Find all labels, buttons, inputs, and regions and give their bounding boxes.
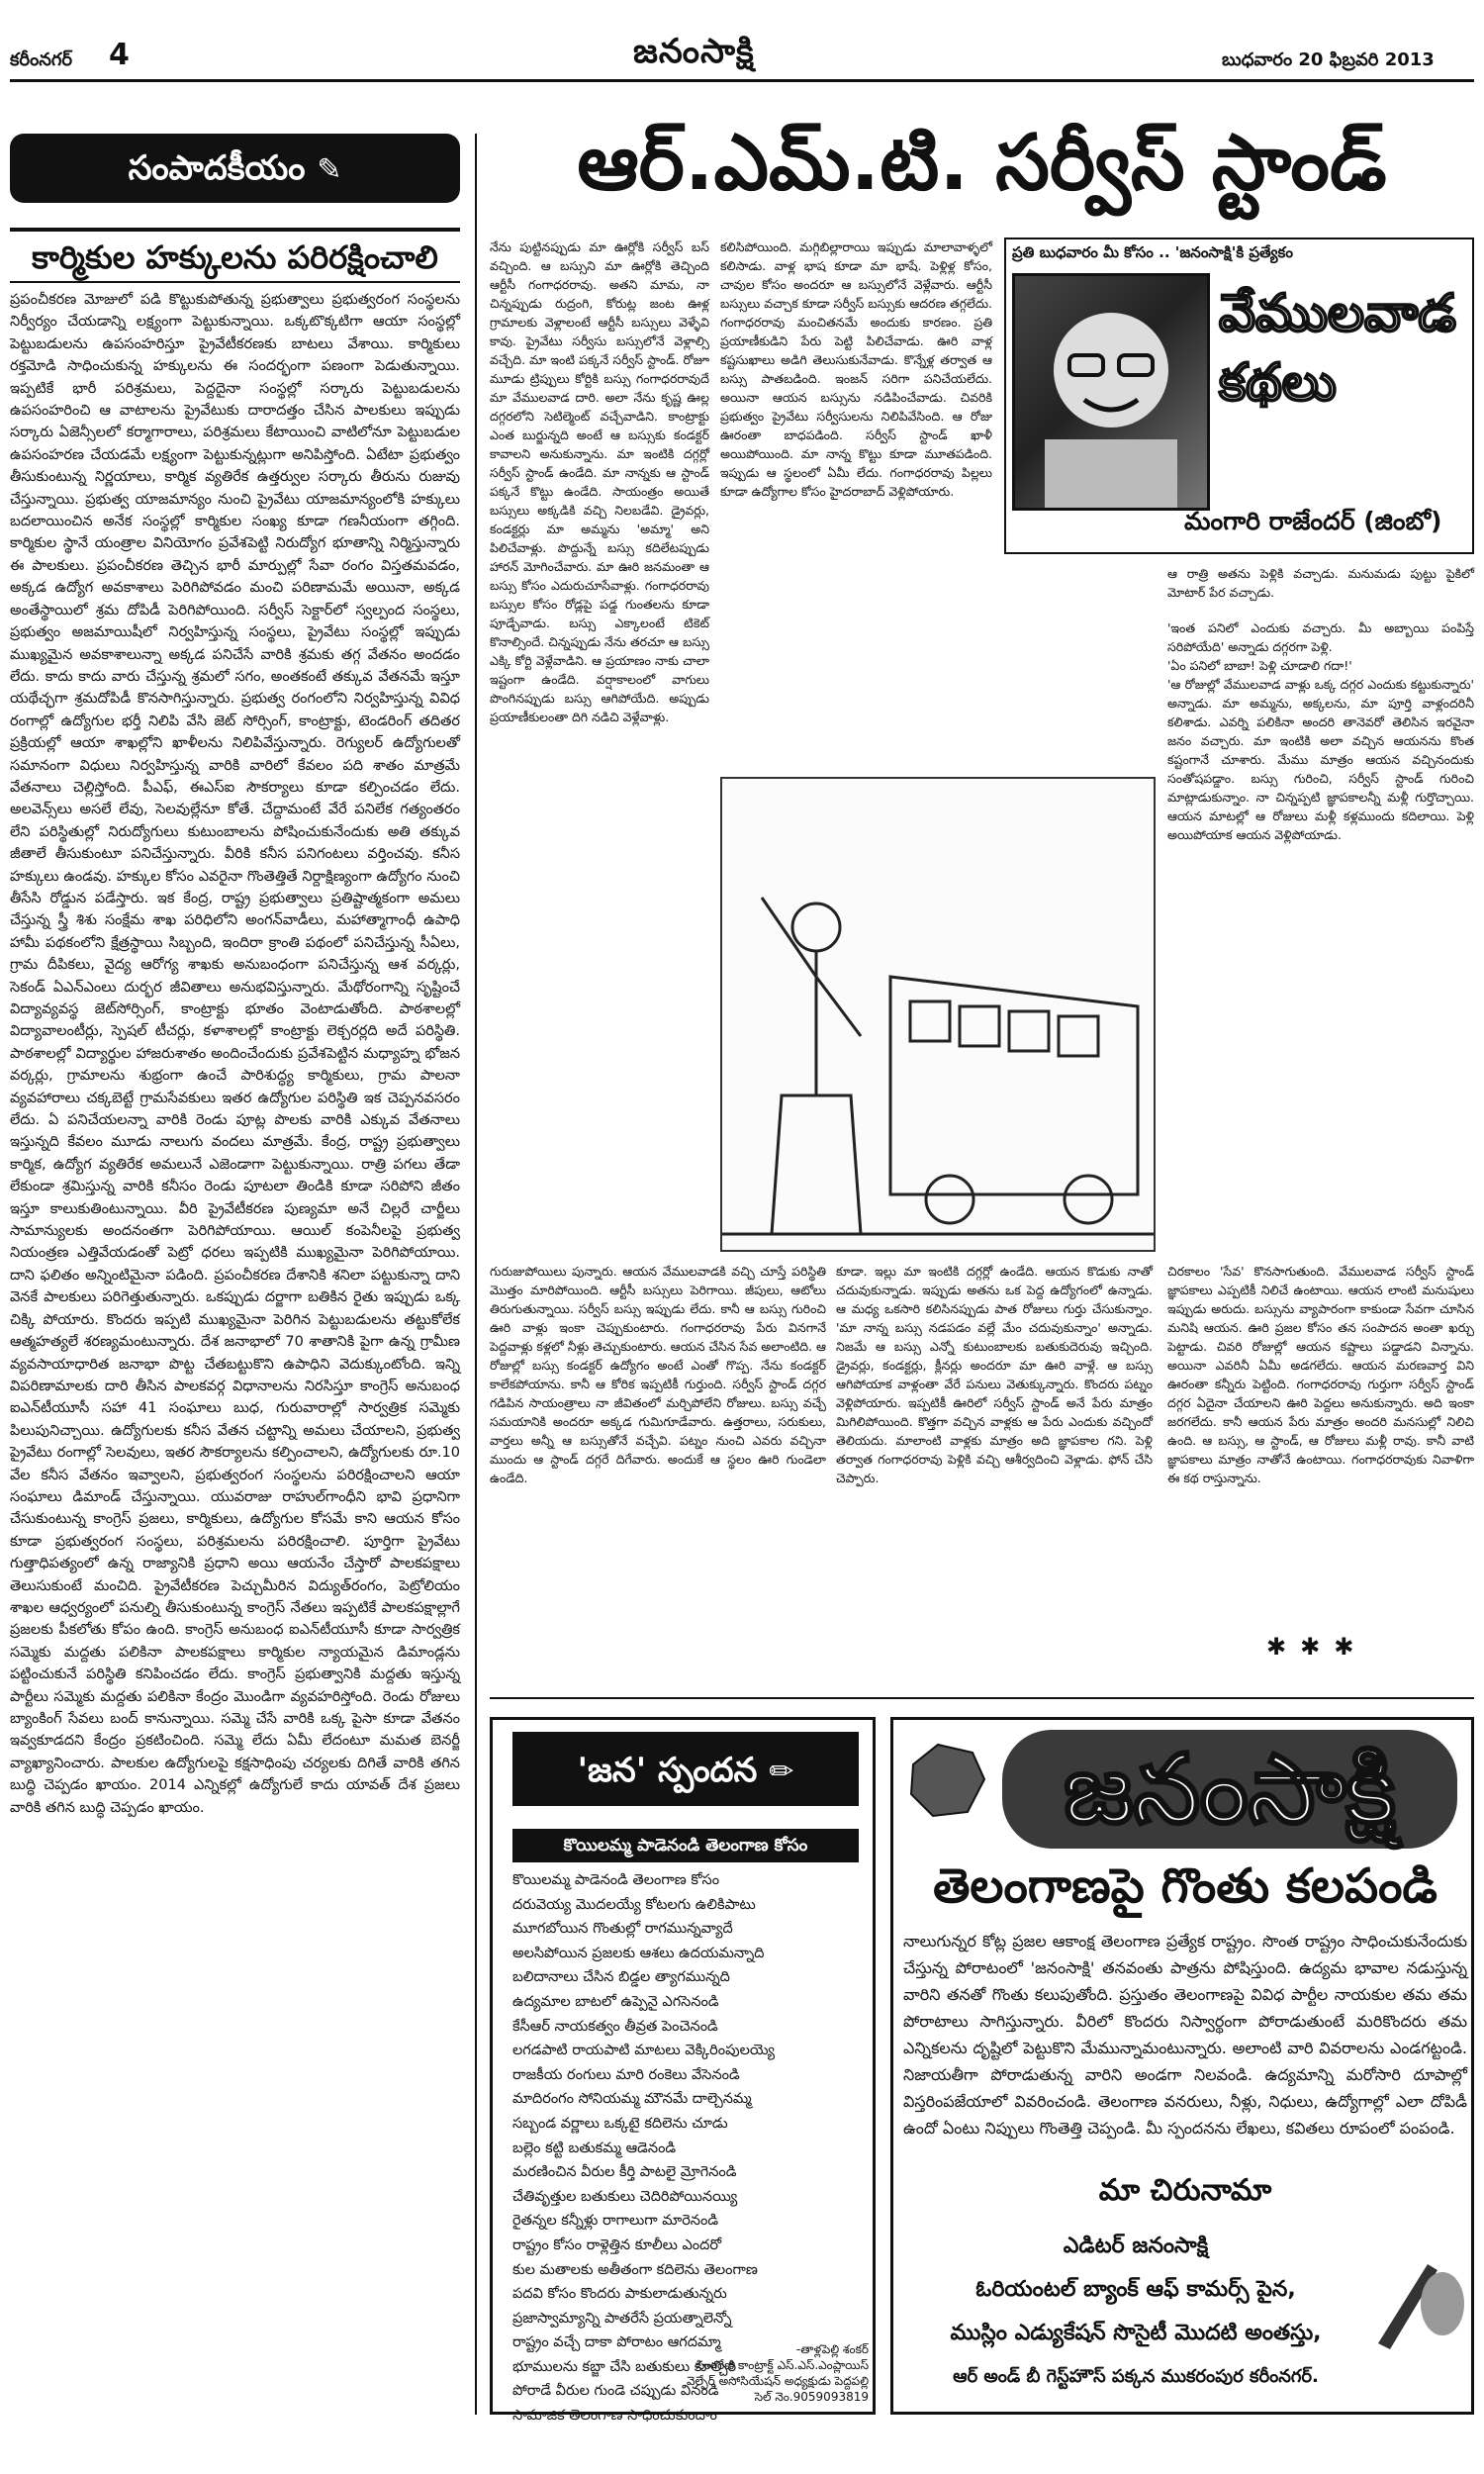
- author-name: -తాళ్లపెల్లి శంకర్: [795, 2342, 869, 2356]
- poem-line: భూములను కబ్జా చేసి బతుకులు కూల్చిరి: [512, 2358, 737, 2375]
- series-box: [1004, 238, 1474, 554]
- folio-edition: కరీంనగర్: [10, 49, 72, 70]
- story-col3-top: ఆ రాత్రి అతను పెళ్లికి వచ్చాడు. మనుమడు పుట్టు పైకిలో మోటార్ పేర వచ్చాడు.: [1167, 566, 1474, 600]
- pen-icon: ✎: [317, 152, 342, 187]
- jana-spandana-box: [490, 1717, 876, 2425]
- poem-line: రాజకీయ రంగులు మారి రంకెలు వేసెనండి: [512, 2066, 740, 2083]
- poem-signature: [552, 2341, 869, 2405]
- series-title: వేములవాడ కథలు: [1219, 284, 1456, 413]
- poem-line: రైతన్నల కన్నీళ్లు రాగాలుగా మారెనండి: [512, 2213, 719, 2230]
- address-line-4: ఆర్ అండ్ బీ గెస్ట్‌హౌస్ పక్కన ముకరంపుర కరీంనగర్.: [953, 2366, 1319, 2387]
- editorial-text: ప్రపంచీకరణ మోజులో పడి కొట్టుకుపోతున్న ప్రభుత్వాలు ప్రభుత్వరంగ సంస్థలను నిర్వీర్యం చేయడాన్ని లక్ష్యంగా పెట్టుకున్నాయి. ఒక్కటొక్కటిగా ఆయా సంస్థల్లో పెట్టుబడులను ఉపసంహరిస్తూ ప్రైవేటీకరణకు బాటలు వేశాయి. కార్మికులు రక్తమోడి సాధించుకున్న హక్కులను ఈ సందర్భంగా పణంగా పెడుతున్నాయి. ఇప్పటికే భారీ పరిశ్రమలు, పెద్దదైనా సంస్థల్లో సర్కారు పెట్టుబడులను ఉపసంహరించి ఆ వాటాలను ప్రైవేటుకు దారాదత్తం చేసిన పాలకులు ఇప్పుడు సర్కారు ఏజెన్సీలలో కర్మాగారాలు, పరిశ్రమలు కేటాయించి వాటిలోనూ పెట్టుబడుల ఉపసంహరణ చేయడమే లక్ష్యంగా పెట్టుకున్నట్లుగా అనిపిస్తోంది. ఏటేటా ప్రభుత్వం తీసుకుంటున్న నిర్ణయాలు, కార్మిక వ్యతిరేక ఉత్తర్వుల సర్కారు తీరును రుజువు చేస్తున్నాయి. ప్రభుత్వ యాజమాన్యం నుంచి ప్రైవేటు యాజమాన్యంలోకి హక్కులు బదలాయించిన అనేక సంస్థల్లో కార్మికుల సంఖ్య కూడా గణనీయంగా తగ్గింది. కార్మికుల స్థానే యంత్రాల వినియోగం ప్రవేశపెట్టి నిరుద్యోగ భూతాన్ని నిర్మిస్తున్నారు ఈ పాలకులు. ప్రపంచీకరణ తెచ్చిన భారీ మార్పుల్లో సేవా రంగం విస్తతమవడం, అక్కడ ఉద్యోగ అవకాశాలు పెరిగిపోవడం మంచి పరిణామమే అయినా, అక్కడ అంతేస్థాయిలో శ్రమ దోపిడీ పెరిగిపోయింది. సర్వీస్ సెక్టార్‌లో స్వల్పంద సంస్థలు, ప్రభుత్వం అజమాయిషీలో నిర్వహిస్తున్న సంస్థలు, ప్రైవేటు సంస్థల్లో ఇప్పుడు ముఖ్యమైన అవకాశాలున్నా అక్కడ పనిచేసే వారికి శ్రమకు తగ్గ వేతనం అందడం లేదు. కాదు కాదు వారు చేస్తున్న శ్రమలో సగం, అంతకంటే తక్కువ వేతనమే ఇస్తూ యథేచ్ఛగా శ్రమదోపిడీ కొనసాగిస్తున్నారు. ప్రభుత్వ రంగంలోని నిర్వహిస్తున్న వివిధ రంగాల్లో ఉద్యోగుల భర్తీ నిలిపి వేసి జెట్ సోర్సింగ్, కాంట్రాక్టు, టెండరింగ్ తదితర ప్రక్రియల్లో ఆయా శాఖల్లోని ఖాళీలను నిలిపివేస్తున్నారు. రెగ్యులర్ ఉద్యోగులతో సమానంగా విధులు నిర్వహిస్తున్న వారికి వారిలో కేవలం పది శాతం మాత్రమే వేతనాలు చెల్లిస్తోంది. పీఎఫ్, ఈఎస్ఐ సౌకర్యాలు కూడా కల్పించడం లేదు. అలవెన్స్‌లు అసలే లేవు, సెలవుల్లేనూ కోతే. చేద్దామంటే వేరే పనిలేక గత్యంతరం లేని పరిస్థితుల్లో నిరుద్యోగులు కుటుంబాలను పోషించుకునేందుకు అతి తక్కువ జీతాలే తీసుకుంటూ పనిచేస్తున్నారు. వీరికి కనీస పనిగంటలు వర్తించవు. కనీస హక్కులు ఉండవు. హక్కుల కోసం ఎవరైనా గొంతెత్తితే నిర్దాక్షిణ్యంగా ఉద్యోగం నుంచి తీసేసి రోడ్డున పడేస్తారు. ఇక కేంద్ర, రాష్ట్ర ప్రభుత్వాలు ప్రతిష్టాత్మకంగా అమలు చేస్తున్న స్త్రీ శిశు సంక్షేమ శాఖ పరిధిలోని అంగన్‌వాడీలు, మహాత్మాగాంధీ ఉపాధి హామీ పథకంలోని క్షేత్రస్థాయి సిబ్బంది, ఇందిరా క్రాంతి పథంలో పనిచేస్తున్న సీఏలు, గ్రామ దీపికలు, వైద్య ఆరోగ్య శాఖకు అనుబంధంగా పనిచేస్తున్న ఆశ వర్కర్లు, సెకండ్ ఏఎన్ఎంలు దుర్భర జీవితాలు అనుభవిస్తున్నారు. మేథోరంగాన్ని సృష్టించే విద్యావ్యవస్థ జెట్‌సోర్సింగ్, కాంట్రాక్టు భూతం వెంటాడుతోంది. పాఠశాలల్లో విద్యావాలంటీర్లు, స్పెషల్ టీచర్లు, కళాశాలల్లో కాంట్రాక్టు లెక్చరర్లది అదే పరిస్థితి. పాఠశాలల్లో విద్యార్థుల హాజరుశాతం అందించేందుకు ప్రవేశపెట్టిన మధ్యాహ్న భోజన వర్కర్లు, గ్రామాలను శుభ్రంగా ఉంచే పారిశుద్ధ్య కార్మికులు, గ్రామ పాలనా వ్యవహారాలు చక్కబెట్టే గ్రామసేవకులు ఇతర ఉద్యోగుల పరిస్థితి ఇక చెప్పనవసరం లేదు. ఏ పనిచేయలన్నా వారికి రెండు పూట్ల పొలకు వారికి ఎక్కువ వేతనాలు ఇస్తున్నది కేవలం మూడు నాలుగు వందలు మాత్రమే. కేంద్ర, రాష్ట్ర ప్రభుత్వాలు కార్మిక, ఉద్యోగ వ్యతిరేక అమలునే ఎజెండాగా పెట్టుకున్నాయి. రాత్రి పగలు తేడా లేకుండా శ్రమిస్తున్న వారికి కనీసం రెండు పూటలా తిండికి కూడా సరిపోని జీతం ఇస్తూ కాలుకుతింటున్నాయి. వీరి ప్రైవేటీకరణ పుణ్యమా అనే చిల్లరే చార్జీలు సామాన్యులకు అందనంతగా పెరిగిపోయాయి. ఆయిల్ కంపెనీలపై ప్రభుత్వ నియంత్రణ ఎత్తివేయడంతో పెట్రో ధరలు ఇప్పటికి ముఖ్యమైనా పెరిగిపోయాయి. దాని ఫలితం అన్నింటిమైనా పడింది. ప్రపంచీకరణ దేశానికి శనిలా పట్టుకున్నా దాని వెనకే పాలకులు పరిగెత్తుతున్నారు. ఒకప్పుడు దర్జాగా బతికిన రైతు ఇప్పుడు ఒక్క చిక్కి పోయారు. కొందరు ఇప్పటి ముఖ్యమైనా పెరిగిన పెట్టుబడులను తట్టుకోలేక ఆత్మహత్యలే శరణ్యమంటున్నారు. దేశ జనాభాలో 70 శాతానికి పైగా ఉన్న గ్రామీణ వ్యవసాయాధారిత జనాభా పొట్ట చేతబట్టుకొని ఉపాధిని వెదుక్కుంటోంది. ఇన్ని విపరిణామాలకు దారి తీసిన పాలకవర్గ విధానాలను నిరసిస్తూ కాంగ్రెస్ అనుబంధ ఐఎన్‌టీయూసీ సహా 41 సంఘాలు బుధ, గురువారాల్లో సార్వత్రిక సమ్మెకు పిలుపునిచ్చాయి. ఉద్యోగులకు కనీస వేతన చట్టాన్ని అమలు చేయాలని, ప్రభుత్వ ప్రైవేటు రంగాల్లో సెలవులు, ఇతర సౌకర్యాలను కల్పించాలని, ఉద్యోగులకు రూ.10 వేల కనీస వేతనం ఇవ్వాలని, ప్రభుత్వరంగ సంస్థలను పరిరక్షించాలని ఆయా సంఘాలు డిమాండ్ చేస్తున్నాయి. యువరాజు రాహుల్‌గాంధీని భావి ప్రధానిగా చేసుకుంటున్న కాంగ్రెస్ ప్రజలు, కార్మికులు, ఉద్యోగుల కోసమే కాని ఆయన కోసం కూడా ప్రభుత్వరంగ సంస్థలు, పరిశ్రమలను పరిరక్షించాలి. పూర్తిగా ప్రైవేటు గుత్తాధిపత్యంలో ఉన్న రాజ్యానికి ప్రధాని అయి ఆయనేం చేస్తారో పాలకపక్షాలు తెలుసుకుంటే మంచిది. ప్రైవేటీకరణ పెచ్చుమీరిన విద్యుత్‌రంగం, పెట్రోలియం శాఖల ఆధ్వర్యంలో పనుల్ని తీసుకుంటున్న కాంగ్రెస్ నేతలు ఇప్పటికే పాలకపక్షాల్లాగే ప్రజలకు పీకలోతు కోపం ఉంది. కాంగ్రెస్ అనుబంధ ఐఎన్‌టీయూసీ కూడా సార్వత్రిక సమ్మెకు మద్దతు పలికినా పాలకపక్షాలు కార్మికుల న్యాయమైన డిమాండ్లను పట్టించుకునే పరిస్థితి కనిపించడం లేదు. కాంగ్రెస్ ప్రభుత్వానికి మద్దతు ఇస్తున్న పార్టీలు సమ్మెకు మద్దతు పలికినా కేంద్రం మొండిగా వ్యవహరిస్తోంది. రెండు రోజులు బ్యాంకింగ్ సేవలు బంద్ కానున్నాయి. సమ్మె చేసే వారికి ఒక్క పైసా కూడా వేతనం ఇవ్వకూడదని కేంద్రం ప్రకటించింది. సమ్మె లేదు ఏమీ లేదంటూ మమత బెనర్జీ వ్యాఖ్యానించారు. పాలకుల ఉద్యోగులపై కక్షసాధింపు చర్యలకు దిగితే వారికి తగిన బుద్ధి చెప్పడం ఖాయం. 2014 ఎన్నికల్లో ఉద్యోగులే కాదు యావత్ దేశ ప్రజలు వారికి తగిన బుద్ధి చెప్పడం ఖాయం.: [10, 292, 460, 1816]
- address-line-1: ఎడిటర్ జనంసాక్షి: [1063, 2234, 1209, 2258]
- writing-hand-icon: [1368, 2235, 1467, 2353]
- poem-line: సబ్బండ వర్ణాలు ఒక్కటై కదిలెను చూడు: [512, 2115, 728, 2132]
- masthead-logo: జనంసాక్షి: [633, 32, 755, 71]
- poem-line: కుల మతాలకు అతీతంగా కదిలెను తెలంగాణ: [512, 2261, 758, 2278]
- poem-line: దరువెయ్య మొదలయ్యే కోటలగు ఉలికిపాటు: [512, 1896, 756, 1913]
- series-note: ప్రతి బుధవారం మీ కోసం .. 'జనంసాక్షి'కి ప్రత్యేకం: [1012, 243, 1293, 261]
- author-phone: సెల్ నెం.9059093819: [754, 2390, 869, 2404]
- janamsakshi-ad: [890, 1717, 1474, 2415]
- story-author: మంగారి రాజేందర్ (జింబో): [1184, 507, 1442, 535]
- poem-line: బలిదానాలు చేసిన బిడ్డల త్యాగమున్నది: [512, 1969, 730, 1986]
- story-col3-bottom: చిరకాలం 'సేవ' కొనసాగుతుంది. వేములవాడ సర్వీస్ స్టాండ్ జ్ఞాపకాలు ఎప్పటికీ నిలిచే ఉంటాయి. ఆయన లాంటి మనుషులు ఇప్పుడు అరుదు. బస్సును వ్యాపారంగా కాకుండా సేవగా చూసిన మనిషి ఆయన. ఊరి ప్రజల కోసం తన సంపాదన అంతా ఖర్చు పెట్టాడు. చివరి రోజుల్లో ఆయన కష్టాలు పడ్డాడని విన్నాను. అయినా ఎవరినీ ఏమీ అడగలేదు. ఆయన మరణవార్త విని ఊరంతా కన్నీరు పెట్టింది. గంగాధరరావు గుర్తుగా సర్వీస్ స్టాండ్ దగ్గర ఏదైనా చేయాలని ఊరి పెద్దలు అనుకున్నారు. అది ఇంకా జరగలేదు. కానీ ఆయన పేరు మాత్రం అందరి మనసుల్లో నిలిచి ఉంది. ఆ బస్సు, ఆ స్టాండ్, ఆ రోజులు మళ్లీ రావు. కానీ వాటి జ్ఞాపకాలు మాత్రం నాతోనే ఉంటాయి. గంగాధరరావుకు నివాళిగా ఈ కథ రాస్తున్నాను.: [1167, 1264, 1474, 1485]
- address-line-2: ఓరియంటల్ బ్యాంక్ ఆఫ్ కామర్స్ పైన,: [975, 2277, 1296, 2302]
- author-line-3: వెల్ఫేర్ అసోసియేషన్ అధ్యక్షుడు పెద్దపల్లి: [686, 2374, 869, 2388]
- address-block: [903, 2225, 1368, 2399]
- poem-line: ప్రజాస్వామ్యాన్ని పాతరేసే ప్రయత్నాలెన్నో: [512, 2310, 732, 2327]
- poem-line: రాష్ట్రం వచ్చే దాకా పోరాటం ఆగదమ్మా: [512, 2334, 721, 2351]
- story-col1-top: నేను పుట్టినప్పుడు మా ఊర్లోకి సర్వీస్ బస్ వచ్చింది. ఆ బస్సుని మా ఊర్లోకి తెచ్చింది ఆర్టీసీ గంగాధరరావు. అతని మామ, నా చిన్నప్పుడు రుద్రంగి, కోరుట్ల జంట ఊళ్ల గ్రామాలకు వెళ్లాలంటే ఆర్టీసీ బస్సులు వెళ్ళేవి కావు. ప్రైవేటు సర్వీసు బస్సులోనే వెళ్లాల్సి వచ్చేది. మా ఇంటి పక్కనే సర్వీస్ స్టాండ్. రోజూ మూడు ట్రిప్పులు కోర్టికి బస్సు గంగాధరరావుదే మా వేములవాడ దారి. అలా నేను కృష్ణ ఊల్ల దగ్గరలోని సెటిల్మెంట్ వచ్చేవాడిని. కాంట్రాక్టు ఎంత బుర్జున్నది అంటే ఆ బస్సుకు కండక్టర్ కావాలని అనుకున్నాను. మా ఇంటికి దగ్గర్లో సర్వీస్ స్టాండ్ ఉండేది. మా నాన్నకు ఆ స్టాండ్ పక్కనే కొట్టు ఉండేది. సాయంత్రం అయితే బస్సులు అక్కడికి వచ్చి నిలబడేవి. డ్రైవర్లు, కండక్టర్లు మా అమ్మను 'అమ్మా' అని పిలిచేవాళ్లు. పొద్దున్నే బస్సు కదిలేటప్పుడు హారన్ మోగించేవారు. మా ఊరి జనమంతా ఆ బస్సు కోసం ఎదురుచూసేవాళ్లు. గంగాధరరావు బస్సుల కోసం రోడ్లపై పడ్డ గుంతలను కూడా పూడ్చేవాడు. బస్సు ఎక్కాలంటే టికెట్ కొనాల్సిందే. చిన్నప్పుడు నేను తరచూ ఆ బస్సు ఎక్కి కోర్టి వెళ్లేవాడిని. ఆ ప్రయాణం నాకు చాలా ఇష్టంగా ఉండేది. వర్షాకాలంలో వాగులు పొంగినప్పుడు బస్సు ఆగిపోయేది. అప్పుడు ప్రయాణీకులంతా దిగి నడిచి వెళ్లేవాళ్లు.: [490, 239, 709, 724]
- address-line-3: ముస్లిం ఎడ్యుకేషన్ సొసైటీ మొదటి అంతస్తు,: [950, 2321, 1322, 2345]
- poem-line: పదవి కోసం కొందరు పాకులాడుతున్నరు: [512, 2286, 727, 2303]
- poem-line: బల్లెం కట్టి బతుకమ్మ ఆడెనండి: [512, 2140, 677, 2156]
- issue-date: బుధవారం 20 ఫిబ్రవరి 2013: [1222, 49, 1435, 70]
- poem-line: పోరాడే వీరుల గుండె చప్పుడు వినండి: [512, 2383, 719, 2400]
- poem-line: కొయిలమ్మ పాడెనండి తెలంగాణ కోసం: [512, 1872, 720, 1888]
- story-illustration: [720, 777, 1156, 1252]
- bus-stand-sketch: [722, 779, 1154, 1250]
- telangana-map-icon: [903, 1735, 992, 1824]
- poem-line: అలసిపోయిన ప్రజలకు ఆశలు ఉదయమన్నాది: [512, 1945, 765, 1961]
- story-title: ఆర్.ఎమ్.టి. సర్వీస్ స్టాండ్: [577, 119, 1387, 208]
- poem-line: లగడపాటి రాయపాటి మాటలు వెక్కిరింపులయ్యె: [512, 2043, 776, 2059]
- ad-logo: జనంసాక్షి: [1002, 1730, 1457, 1849]
- poem-line: సామాజిక తెలంగాణ సాధించుకుందాం: [512, 2408, 717, 2425]
- poem-line: కేసీఆర్ నాయకత్వం తీవ్రత పెంచెనండి: [512, 2018, 718, 2035]
- author-portrait-svg: [1015, 276, 1207, 508]
- story-col2-bottom: కూడా. ఇల్లు మా ఇంటికి దగ్గర్లో ఉండేది. ఆయన కొడుకు నాతో చదువుకున్నాడు. ఇప్పుడు అతను ఒక పెద్ద ఉద్యోగంలో ఉన్నాడు. ఆ మధ్య ఒకసారి కలిసినప్పుడు పాత రోజులు గుర్తు చేసుకున్నాం. 'మా నాన్న బస్సు నడపడం వల్లే మేం చదువుకున్నాం' అన్నాడు. నిజమే ఆ బస్సు ఎన్నో కుటుంబాలకు బతుకుదెరువు ఇచ్చింది. డ్రైవర్లు, కండక్టర్లు, క్లీనర్లు అందరూ మా ఊరి వాళ్లే. ఆ బస్సు ఆగిపోయాక వాళ్లంతా వేరే పనులు వెతుక్కున్నారు. కొందరు పట్నం వెళ్లిపోయారు. ఇప్పటికీ ఊరిలో సర్వీస్ స్టాండ్ అనే పేరు మాత్రం మిగిలిపోయింది. కొత్తగా వచ్చిన వాళ్లకు ఆ పేరు ఎందుకు వచ్చిందో తెలియదు. మాలాంటి వాళ్లకు మాత్రం అది జ్ఞాపకాల గని. పెళ్లి తర్వాత గంగాధరరావు పెళ్లికి వచ్చి ఆశీర్వదించి వెళ్లాడు. ఫోన్ చేసి చెప్పారు.: [836, 1264, 1153, 1485]
- story-col3-b: 'ఇంత పనిలో ఎందుకు వచ్చారు. మీ అబ్బాయి పంపిస్తే సరిపోయేది' అన్నాడు దగ్గరగా పెళ్లి. 'ఏం పనిలో బాబా! పెళ్లి చూడాలి గదా!' 'ఆ రోజుల్లో వేములవాడ వాళ్లు ఒక్క దగ్గర ఎందుకు కట్టుకున్నారు' అన్నాడు. మా అమ్మను, అక్కలను, మా పూర్తి వాళ్లందరినీ కలిశాడు. ఎవర్ని పలికినా అందరి తానెవరో తెలిసిన ఇరవైనా జనం వచ్చారు. మా ఇంటికి అలా వచ్చిన ఆయనను కొంత కష్టంగానే చూశారు. మేము మాత్రం ఆయన వచ్చినందుకు సంతోషపడ్డాం. బస్సు గురించి, సర్వీస్ స్టాండ్ గురించి మాట్లాడుకున్నాం. నా చిన్నప్పటి జ్ఞాపకాలన్నీ మళ్లీ గుర్తొచ్చాయి. ఆయన మాటల్లో ఆ రోజులు మళ్లీ కళ్లముందు కదిలాయి. పెళ్లి అయిపోయాక ఆయన వెళ్లిపోయాడు.: [1167, 620, 1474, 842]
- page-number: 4: [109, 38, 130, 72]
- ad-tagline: తెలంగాణపై గొంతు కలపండి: [933, 1858, 1438, 1914]
- header-rule: [10, 79, 1474, 82]
- ad-body: నాలుగున్నర కోట్ల ప్రజల ఆకాంక్ష తెలంగాణ ప్రత్యేక రాష్ట్రం. సొంత రాష్ట్రం సాధించుకునేందుకు చేస్తున్న పోరాటంలో 'జనంసాక్షి' తనవంతు పాత్రను పోషిస్తుంది. ఉద్యమ భావాల నడుస్తున్న వారిని తనతో గొంతు కలుపుతోంది. ప్రస్తుతం తెలంగాణపై వివిధ పార్టీల నాయకుల తమ తమ పోరాటాలు సాగిస్తున్నారు. వీరిలో కొందరు నిస్వార్థంగా పోరాడుతుంటే మరికొందరు తమ ఎన్నికలను దృష్టిలో పెట్టుకొని మేమున్నామంటున్నారు. అలాంటి వారి వివరాలను ఎండగట్టండి. నిజాయతీగా పోరాడుతున్న వారిని అండగా నిలవండి. ఉద్యమాన్ని మరోసారి దూపాల్లో విస్తరింపజేయాలో వివరించండి. తెలంగాణ వనరులు, నీళ్లు, నిధులు, ఉద్యోగాల్లో ఎలా దోపిడీ ఉందో ఏంటు నిప్పులు గొంతెత్తి చెప్పండి. మీ స్పందనను లేఖలు, కవితలు రూపంలో పంపండి.: [903, 1932, 1467, 2138]
- end-mark: ✱✱✱: [1266, 1633, 1368, 1661]
- poem-line: చేతివృత్తుల బతుకులు చెదిరిపోయినయ్యి: [512, 2188, 738, 2205]
- poem-title: కొయిలమ్మ పాడెనండి తెలంగాణ కోసం: [512, 1829, 859, 1862]
- poem-line: మాదిరంగం సోనియమ్మ మౌనమే దాల్చెనమ్మ: [512, 2091, 752, 2108]
- column-divider: [475, 134, 477, 2415]
- poem-line: మరణించిన వీరుల కీర్తి పాటలై మ్రోగెనండి: [512, 2164, 737, 2181]
- story-col2-top: కలిసిపోయింది. మగ్గిబిల్లారాయి ఇప్పుడు మాలావాళ్ళలో కలిసాడు. వాళ్ల భాష కూడా మా భాషే. పెళ్లిళ్ల కోసం, చావుల కోసం అందరూ ఆ బస్సులోనే వెళ్లేవారు. ఆర్టీసీ బస్సులు వచ్చాక కూడా సర్వీస్ బస్సుకు ఆదరణ తగ్గలేదు. గంగాధరరావు మంచితనమే అందుకు కారణం. ప్రతి ప్రయాణీకుడిని పేరు పెట్టి పిలిచేవాడు. ఊరి వాళ్ల కష్టసుఖాలు అడిగి తెలుసుకునేవాడు. కొన్నేళ్ల తర్వాత ఆ బస్సు పాతబడింది. ఇంజన్ సరిగా పనిచేయలేదు. అయినా ఆయన బస్సును నడిపించేవాడు. చివరికి ప్రభుత్వం ప్రైవేటు సర్వీసులను నిలిపివేసింది. ఆ రోజు ఊరంతా బాధపడింది. సర్వీస్ స్టాండ్ ఖాళీ అయిపోయింది. మా నాన్న కొట్టు కూడా మూతపడింది. ఇప్పుడు ఆ స్థలంలో ఏమీ లేదు. గంగాధరరావు పిల్లలు కూడా ఉద్యోగాల కోసం హైదరాబాద్ వెళ్లిపోయారు.: [720, 239, 992, 499]
- poem-line: రాష్ట్రం కోసం రాళ్లెత్తిన కూలీలు ఎందరో: [512, 2236, 722, 2253]
- story-col1-bottom: గురుజుపోయిలు పున్నారు. ఆయన వేములవాడకి వచ్చి చూస్తే పరిస్థితి మొత్తం మారిపోయింది. ఆర్టీసీ బస్సులు పెరిగాయి. జీపులు, ఆటోలు తిరుగుతున్నాయి. సర్వీస్ బస్సు ఇప్పుడు లేదు. కానీ ఆ బస్సు గురించి ఊరి వాళ్లు ఇంకా చెప్పుకుంటారు. గంగాధరరావు పేరు వినగానే పెద్దవాళ్లు కళ్లలో నీళ్లు తెచ్చుకుంటారు. ఆయన చేసిన సేవ అలాంటిది. ఆ రోజుల్లో బస్సు కండక్టర్ ఉద్యోగం అంటే ఎంతో గొప్ప. నేను కండక్టర్ కాలేకపోయాను. కానీ ఆ కోరిక ఇప్పటికీ గుర్తుంది. సర్వీస్ స్టాండ్ దగ్గర గడిపిన సాయంత్రాలు నా జీవితంలో మర్చిపోలేని రోజులు. బస్సు వచ్చే సమయానికి అందరూ అక్కడ గుమిగూడేవారు. ఉత్తరాలు, సరుకులు, వార్తలు అన్నీ ఆ బస్సుతోనే వచ్చేవి. పట్నం నుంచి ఎవరు వచ్చినా ముందు ఆ స్టాండ్ దగ్గరే దిగేవారు. అందుకే ఆ స్థలం ఊరి గుండెలా ఉండేది.: [490, 1264, 826, 1485]
- author-line-2: సింగరేణి కాంట్రాక్ట్ ఎస్.ఎస్.ఎంప్లాయిస్: [696, 2358, 869, 2372]
- address-heading: మా చిరునామా: [1098, 2173, 1272, 2208]
- jana-spandana-title: 'జన' స్పందన: [577, 1751, 758, 1790]
- editorial-label-text: సంపాదకీయం: [128, 148, 306, 188]
- poem-line: ఉద్యమాల బాటలో ఉప్పెనై ఎగసెనండి: [512, 1993, 719, 2010]
- jana-spandana-header: [512, 1732, 859, 1806]
- editorial-headline: కార్మికుల హక్కులను పరిరక్షించాలి: [10, 228, 460, 283]
- editorial-section-label: [10, 134, 460, 203]
- poem-line: మూగబోయిన గొంతుల్లో రాగమున్నవ్యాదే: [512, 1921, 733, 1938]
- quill-icon: ✏: [769, 1755, 794, 1789]
- author-photo: [1012, 273, 1210, 511]
- section-rule: [490, 1697, 1474, 1699]
